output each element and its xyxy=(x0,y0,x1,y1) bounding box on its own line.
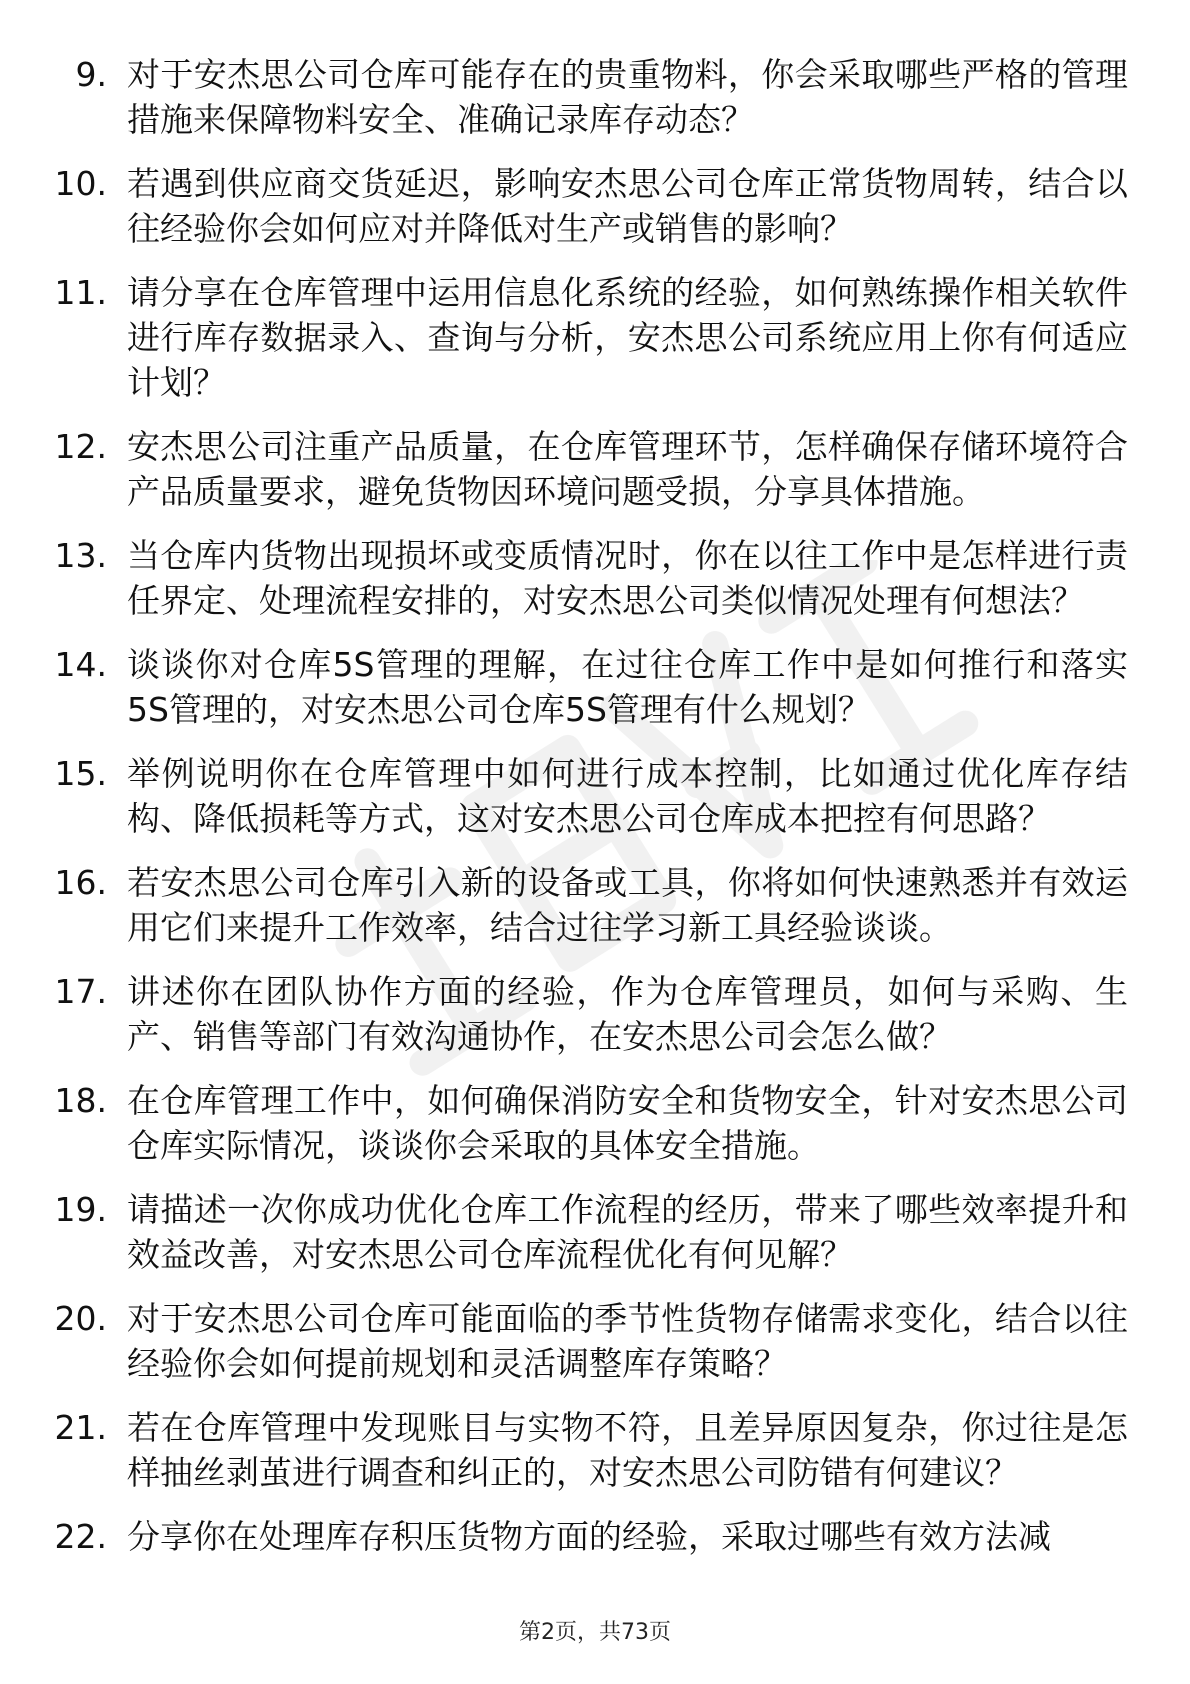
page-footer xyxy=(0,1618,1190,1648)
list-item xyxy=(0,424,1190,514)
question-number: 12. xyxy=(54,427,107,466)
question-text: 当仓库内货物出现损坏或变质情况时，你在以往工作中是怎样进行责任界定、处理流程安排的，对安杰思公司类似情况处理有何想法？ xyxy=(127,536,1128,620)
list-item xyxy=(0,533,1190,623)
list-item xyxy=(0,52,1190,142)
list-item xyxy=(0,1405,1190,1495)
question-text: 举例说明你在仓库管理中如何进行成本控制，比如通过优化库存结构、降低损耗等方式，这对安杰思公司仓库成本把控有何思路？ xyxy=(127,754,1128,838)
list-item xyxy=(0,751,1190,841)
list-item xyxy=(0,270,1190,405)
question-text: 谈谈你对仓库5S管理的理解，在过往仓库工作中是如何推行和落实5S管理的，对安杰思公司仓库5S管理有什么规划？ xyxy=(127,645,1128,729)
list-item xyxy=(0,1187,1190,1277)
question-number: 14. xyxy=(54,645,107,684)
question-text: 若遇到供应商交货延迟，影响安杰思公司仓库正常货物周转，结合以往经验你会如何应对并降低对生产或销售的影响？ xyxy=(127,164,1128,248)
question-number: 17. xyxy=(54,972,107,1011)
list-item xyxy=(0,1078,1190,1168)
list-item xyxy=(0,969,1190,1059)
question-text: 在仓库管理工作中，如何确保消防安全和货物安全，针对安杰思公司仓库实际情况，谈谈你会采取的具体安全措施。 xyxy=(127,1081,1128,1165)
question-number: 10. xyxy=(54,164,107,203)
list-item xyxy=(0,161,1190,251)
question-number: 11. xyxy=(54,273,107,312)
question-list xyxy=(0,52,1190,1578)
question-text: 安杰思公司注重产品质量，在仓库管理环节，怎样确保存储环境符合产品质量要求，避免货物因环境问题受损，分享具体措施。 xyxy=(127,427,1128,511)
page-number: 第2页，共73页 xyxy=(519,1620,671,1645)
question-number: 21. xyxy=(54,1408,107,1447)
question-text: 请分享在仓库管理中运用信息化系统的经验，如何熟练操作相关软件进行库存数据录入、查询与分析，安杰思公司系统应用上你有何适应计划？ xyxy=(127,273,1128,402)
question-text: 若在仓库管理中发现账目与实物不符，且差异原因复杂，你过往是怎样抽丝剥茧进行调查和纠正的，对安杰思公司防错有何建议？ xyxy=(127,1408,1128,1492)
question-number: 20. xyxy=(54,1299,107,1338)
question-number: 13. xyxy=(54,536,107,575)
question-number: 9. xyxy=(75,55,107,94)
list-item xyxy=(0,642,1190,732)
question-text: 对于安杰思公司仓库可能面临的季节性货物存储需求变化，结合以往经验你会如何提前规划和灵活调整库存策略？ xyxy=(127,1299,1128,1383)
question-text: 讲述你在团队协作方面的经验，作为仓库管理员，如何与采购、生产、销售等部门有效沟通协作，在安杰思公司会怎么做？ xyxy=(127,972,1128,1056)
question-text: 分享你在处理库存积压货物方面的经验，采取过哪些有效方法减 xyxy=(127,1517,1051,1556)
list-item xyxy=(0,1514,1190,1559)
question-number: 16. xyxy=(54,863,107,902)
list-item xyxy=(0,860,1190,950)
question-text: 对于安杰思公司仓库可能存在的贵重物料，你会采取哪些严格的管理措施来保障物料安全、准确记录库存动态？ xyxy=(127,55,1128,139)
question-text: 请描述一次你成功优化仓库工作流程的经历，带来了哪些效率提升和效益改善，对安杰思公司仓库流程优化有何见解？ xyxy=(127,1190,1128,1274)
question-number: 19. xyxy=(54,1190,107,1229)
list-item xyxy=(0,1296,1190,1386)
question-number: 15. xyxy=(54,754,107,793)
question-number: 18. xyxy=(54,1081,107,1120)
question-number: 22. xyxy=(54,1517,107,1556)
question-text: 若安杰思公司仓库引入新的设备或工具，你将如何快速熟悉并有效运用它们来提升工作效率，结合过往学习新工具经验谈谈。 xyxy=(127,863,1128,947)
